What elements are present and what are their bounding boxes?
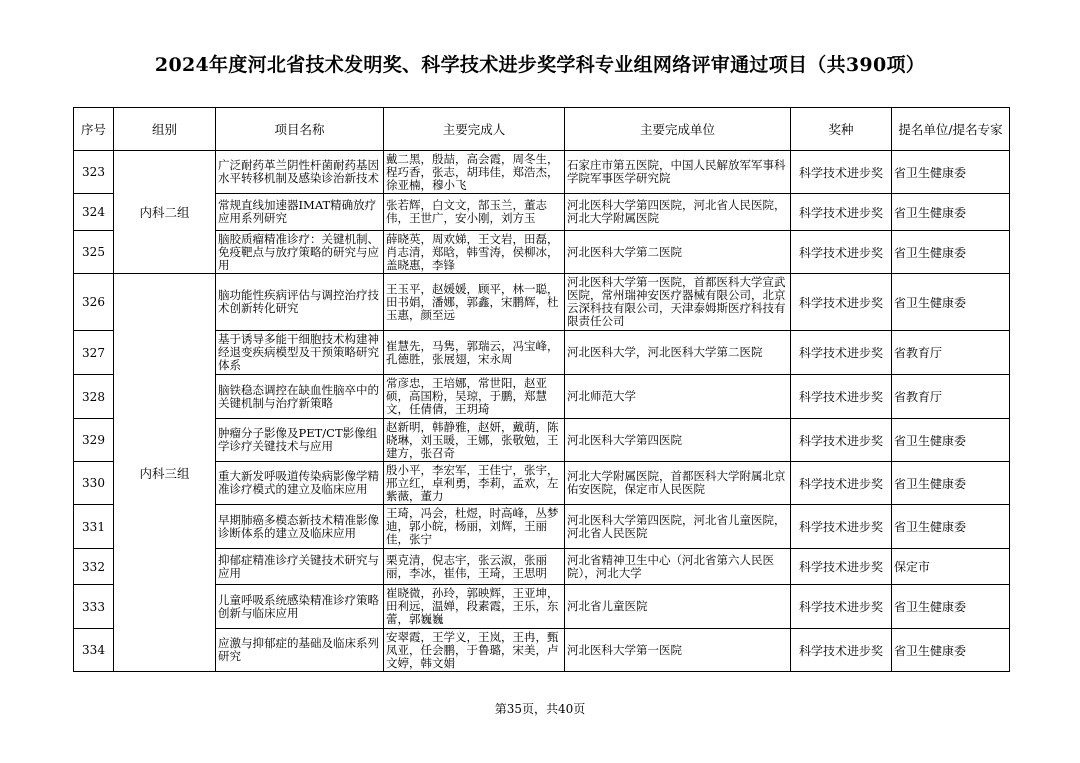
project-name: 重大新发呼吸道传染病影像学精准诊疗模式的建立及临床应用 xyxy=(216,462,384,505)
award-type: 科学技术进步奖 xyxy=(791,505,892,549)
main-people: 殷小平，李宏军，王佳宁，张宇，邢立红，卓利勇，李莉，孟欢，左紫薇，董力 xyxy=(384,462,565,505)
nominator: 省卫生健康委 xyxy=(892,505,1010,549)
nominator: 保定市 xyxy=(892,549,1010,585)
row-number: 328 xyxy=(74,375,114,419)
page-title: 2024年度河北省技术发明奖、科学技术进步奖学科专业组网络评审通过项目（共390项） xyxy=(154,54,926,76)
nominator: 省卫生健康委 xyxy=(892,462,1010,505)
main-units: 河北医科大学第一医院 xyxy=(565,629,791,672)
row-number: 332 xyxy=(74,549,114,585)
award-type: 科学技术进步奖 xyxy=(791,151,892,194)
main-people: 栗克清，倪志宇，张云淑，张丽丽，李冰，崔伟，王琦，王思明 xyxy=(384,549,565,585)
nominator: 省卫生健康委 xyxy=(892,231,1010,274)
award-type: 科学技术进步奖 xyxy=(791,629,892,672)
col-header-award: 奖种 xyxy=(791,108,892,151)
award-type: 科学技术进步奖 xyxy=(791,375,892,419)
project-name: 基于诱导多能干细胞技术构建神经退变疾病模型及干预策略研究体系 xyxy=(216,331,384,375)
row-number: 326 xyxy=(74,274,114,331)
col-header-people: 主要完成人 xyxy=(384,108,565,151)
award-type: 科学技术进步奖 xyxy=(791,274,892,331)
nominator: 省卫生健康委 xyxy=(892,151,1010,194)
row-number: 331 xyxy=(74,505,114,549)
nominator: 省卫生健康委 xyxy=(892,194,1010,231)
project-name: 应激与抑郁症的基础及临床系列研究 xyxy=(216,629,384,672)
row-number: 330 xyxy=(74,462,114,505)
col-header-group: 组别 xyxy=(114,108,216,151)
row-number: 323 xyxy=(74,151,114,194)
nominator: 省教育厅 xyxy=(892,375,1010,419)
table-header-row xyxy=(74,108,1010,151)
col-header-nominator: 提名单位/提名专家 xyxy=(892,108,1010,151)
project-name: 广泛耐药革兰阴性杆菌耐药基因水平转移机制及感染诊治新技术 xyxy=(216,151,384,194)
row-number: 329 xyxy=(74,419,114,462)
project-name: 脑胶质瘤精准诊疗：关键机制、免疫靶点与放疗策略的研究与应用 xyxy=(216,231,384,274)
main-people: 安翠霞，王学义，王岚，王冉，甄凤亚，任会鹏，于鲁璐，宋美，卢文婷，韩文娟 xyxy=(384,629,565,672)
award-type: 科学技术进步奖 xyxy=(791,549,892,585)
group-cell: 内科三组 xyxy=(114,274,216,672)
row-number: 327 xyxy=(74,331,114,375)
main-people: 崔慧先，马隽，郭瑞云，冯宝峰，孔德胜，张展翅，宋永周 xyxy=(384,331,565,375)
main-people: 王玉平，赵媛媛，顾平，林一聪，田书娟，潘娜，郭鑫，宋鹏辉，杜玉惠，颜至远 xyxy=(384,274,565,331)
table-row xyxy=(74,274,1010,331)
award-type: 科学技术进步奖 xyxy=(791,194,892,231)
main-units: 河北省精神卫生中心（河北省第六人民医院），河北大学 xyxy=(565,549,791,585)
group-cell: 内科二组 xyxy=(114,151,216,274)
col-header-no: 序号 xyxy=(74,108,114,151)
award-type: 科学技术进步奖 xyxy=(791,331,892,375)
nominator: 省卫生健康委 xyxy=(892,419,1010,462)
project-name: 脑功能性疾病评估与调控治疗技术创新转化研究 xyxy=(216,274,384,331)
project-name: 肿瘤分子影像及PET/CT影像组学诊疗关键技术与应用 xyxy=(216,419,384,462)
award-type: 科学技术进步奖 xyxy=(791,231,892,274)
nominator: 省教育厅 xyxy=(892,331,1010,375)
main-units: 河北大学附属医院，首都医科大学附属北京佑安医院，保定市人民医院 xyxy=(565,462,791,505)
project-name: 抑郁症精准诊疗关键技术研究与应用 xyxy=(216,549,384,585)
award-type: 科学技术进步奖 xyxy=(791,419,892,462)
row-number: 324 xyxy=(74,194,114,231)
col-header-units: 主要完成单位 xyxy=(565,108,791,151)
award-type: 科学技术进步奖 xyxy=(791,462,892,505)
main-people: 张若辉，白文文，郜玉兰，董志伟，王世广，安小刚，刘方玉 xyxy=(384,194,565,231)
row-number: 325 xyxy=(74,231,114,274)
main-units: 河北医科大学第一医院，首都医科大学宣武医院，常州瑞神安医疗器械有限公司，北京云深科技有限公司，天津泰姆斯医疗科技有限责任公司 xyxy=(565,274,791,331)
project-name: 早期肺癌多模态新技术精准影像诊断体系的建立及临床应用 xyxy=(216,505,384,549)
main-units: 河北医科大学第二医院 xyxy=(565,231,791,274)
main-units: 河北省儿童医院 xyxy=(565,585,791,629)
nominator: 省卫生健康委 xyxy=(892,274,1010,331)
main-people: 崔晓微，孙玲，郭映辉，王亚坤，田利远，温婵，段素霞，王乐，东蕾，郭巍巍 xyxy=(384,585,565,629)
main-people: 戴二黑，殷喆，高会霞，周冬生，程巧香，张志，胡玮佳，郑浩杰，徐亚楠，穆小飞 xyxy=(384,151,565,194)
table-row xyxy=(74,151,1010,194)
project-name: 儿童呼吸系统感染精准诊疗策略创新与临床应用 xyxy=(216,585,384,629)
main-units: 河北医科大学第四医院，河北省儿童医院，河北省人民医院 xyxy=(565,505,791,549)
main-people: 薛晓英，周欢娣，王文岩，田磊，肖志清，郑晗，韩雪涛，侯柳冰，盖晓惠，李锋 xyxy=(384,231,565,274)
nominator: 省卫生健康委 xyxy=(892,585,1010,629)
row-number: 334 xyxy=(74,629,114,672)
main-people: 赵新明，韩静雅，赵妍，戴萌，陈晓琳，刘玉暖，王娜，张敬勉，王建方，张召奇 xyxy=(384,419,565,462)
main-people: 王琦，冯会，杜煜，时高峰，丛梦迪，郭小皖，杨丽，刘辉，王丽佳，张宁 xyxy=(384,505,565,549)
main-units: 河北医科大学第四医院，河北省人民医院，河北大学附属医院 xyxy=(565,194,791,231)
award-type: 科学技术进步奖 xyxy=(791,585,892,629)
main-units: 河北师范大学 xyxy=(565,375,791,419)
col-header-name: 项目名称 xyxy=(216,108,384,151)
main-units: 河北医科大学第四医院 xyxy=(565,419,791,462)
nominator: 省卫生健康委 xyxy=(892,629,1010,672)
projects-table xyxy=(73,107,1010,672)
project-name: 常规直线加速器IMAT精确放疗应用系列研究 xyxy=(216,194,384,231)
main-people: 常彦忠，王培娜，常世阳，赵亚硕，高国粉，吴琼，于鹏，郑慧文，任倩倩，王玥琦 xyxy=(384,375,565,419)
main-units: 石家庄市第五医院，中国人民解放军军事科学院军事医学研究院 xyxy=(565,151,791,194)
main-units: 河北医科大学，河北医科大学第二医院 xyxy=(565,331,791,375)
project-name: 脑铁稳态调控在缺血性脑卒中的关键机制与治疗新策略 xyxy=(216,375,384,419)
page-footer: 第35页，共40页 xyxy=(494,702,586,716)
row-number: 333 xyxy=(74,585,114,629)
